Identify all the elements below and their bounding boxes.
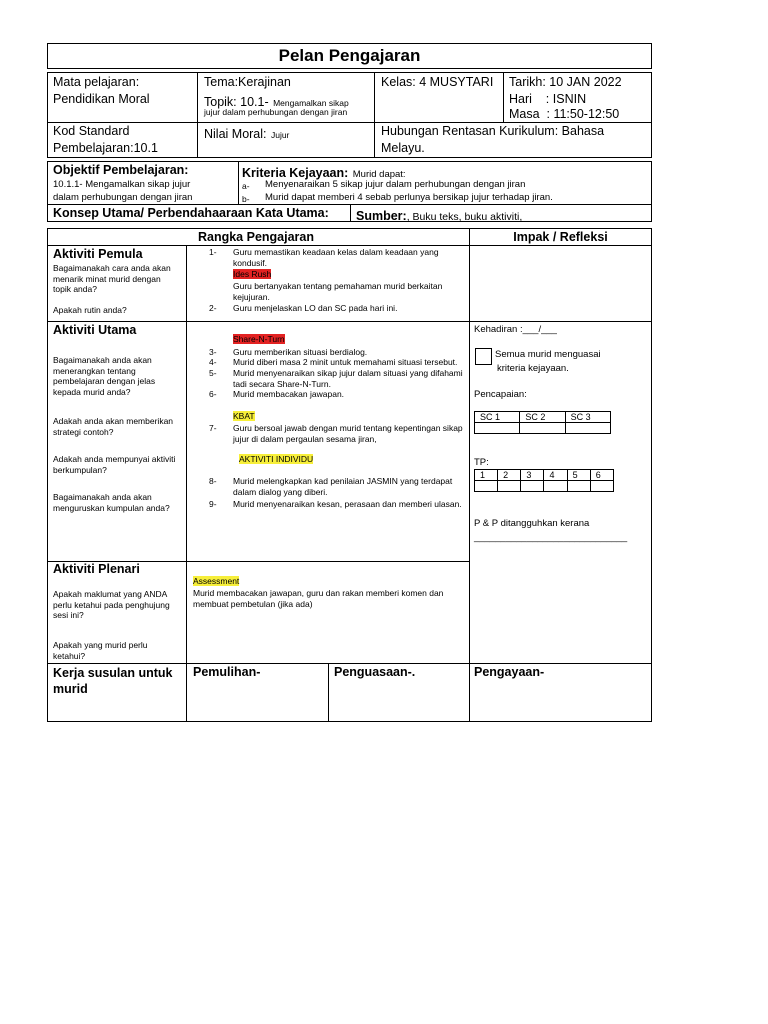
list-item xyxy=(209,357,465,368)
sumber xyxy=(356,206,522,225)
utama-question-2: Adakah anda akan memberikan strategi contoh? xyxy=(53,416,174,437)
kehadiran: Kehadiran :___/___ xyxy=(474,324,557,335)
hari: Hari : ISNIN xyxy=(509,92,587,106)
sc-input-cell[interactable] xyxy=(475,423,520,434)
ides-rush-tag: Ides Rush xyxy=(233,269,272,280)
step-number: 8- xyxy=(209,476,217,487)
step-number: 2- xyxy=(209,303,217,314)
table-row xyxy=(475,423,611,434)
rangka-divider xyxy=(186,245,187,722)
tp-cell: 2 xyxy=(498,470,521,481)
objektif-divider xyxy=(238,161,239,204)
pengayaan: Pengayaan- xyxy=(474,665,545,679)
step-text: Guru memberikan situasi berdialog. xyxy=(233,346,368,357)
table-row xyxy=(475,412,611,423)
tp-cell: 6 xyxy=(590,470,613,481)
tp-input-cell[interactable] xyxy=(544,481,567,492)
objektif-label: Objektif Pembelajaran: xyxy=(53,163,189,177)
tp-cell: 3 xyxy=(521,470,544,481)
step-text: Murid membacakan jawapan. xyxy=(233,389,345,400)
masa: Masa : 11:50-12:50 xyxy=(509,107,620,121)
step-text: Guru bertanyakan tentang pemahaman murid berkaitan kejujuran. xyxy=(233,280,443,302)
topik-label: Topik: 10.1- xyxy=(204,95,269,109)
table-row xyxy=(475,481,614,492)
step-text: Guru memastikan keadaan kelas dalam keadaan yang kondusif. xyxy=(233,247,439,268)
semua-murid-line1: Semua murid menguasai xyxy=(495,349,601,360)
sumber-label: Sumber: xyxy=(356,209,407,223)
sc-cell: SC 3 xyxy=(565,412,610,423)
list-item xyxy=(209,247,465,268)
semua-murid-line2: kriteria kejayaan. xyxy=(497,363,569,374)
tp-label: TP: xyxy=(474,457,489,468)
sc-input-cell[interactable] xyxy=(565,423,610,434)
step-number: 9- xyxy=(209,498,217,509)
step-number: 4- xyxy=(209,357,217,368)
nilai-moral xyxy=(204,124,289,143)
tema: Tema:Kerajinan xyxy=(204,75,291,89)
mata-pelajaran-label: Mata pelajaran: xyxy=(53,75,140,89)
objektif-line2: dalam perhubungan dengan jiran xyxy=(53,192,193,203)
header-divider xyxy=(503,72,504,122)
plenari-title: Aktiviti Plenari xyxy=(53,562,140,576)
page-title: Pelan Pengajaran xyxy=(278,46,421,65)
step-text: Murid menyenaraikan kesan, perasaan dan memberi ulasan. xyxy=(233,498,462,509)
sc-table xyxy=(474,411,611,434)
assessment-tag-wrap xyxy=(193,576,239,586)
mata-pelajaran-value: Pendidikan Moral xyxy=(53,92,150,106)
tp-cell: 1 xyxy=(475,470,498,481)
tp-cell: 5 xyxy=(567,470,590,481)
list-item xyxy=(209,303,465,314)
tp-table xyxy=(474,469,614,492)
pp-ditangguhkan: P & P ditangguhkan kerana xyxy=(474,518,590,529)
utama-question-1: Bagaimanakah anda akan menerangkan tentang pembelajaran dengan jelas kepada murid anda? xyxy=(53,355,156,397)
kriteria-label: Kriteria Kejayaan: xyxy=(242,166,349,180)
sumber-value: , Buku teks, buku aktiviti, xyxy=(406,211,523,223)
list-item xyxy=(209,347,465,358)
topik-value: Mengamalkan sikap xyxy=(273,98,349,108)
kod-standard-label: Kod Standard xyxy=(53,124,130,138)
pemula-title: Aktiviti Pemula xyxy=(53,247,143,261)
kriteria-a: Menyenaraikan 5 sikap jujur dalam perhubungan dengan jiran xyxy=(265,179,526,190)
header-divider xyxy=(374,72,375,158)
nilai-moral-value: Jujur xyxy=(270,130,290,140)
pp-line[interactable]: _____________________________ xyxy=(474,532,628,543)
rangka-header: Rangka Pengajaran xyxy=(197,230,314,244)
pemulihan: Pemulihan- xyxy=(193,665,261,679)
kod-standard-value: Pembelajaran:10.1 xyxy=(53,141,158,155)
utama-question-4: Bagaimanakah anda akan menguruskan kumpulan anda? xyxy=(53,492,170,513)
step-number: 1- xyxy=(209,247,217,257)
kriteria-b: Murid dapat memberi 4 sebab perlunya bersikap jujur terhadap jiran. xyxy=(265,192,553,203)
list-item xyxy=(209,389,465,400)
tp-cell: 4 xyxy=(544,470,567,481)
step-text: Murid diberi masa 2 minit untuk memahami situasi tersebut. xyxy=(233,357,458,368)
header-divider xyxy=(197,72,198,158)
tp-input-cell[interactable] xyxy=(475,481,498,492)
utama-question-3: Adakah anda mempunyai aktiviti berkumpulan? xyxy=(53,454,176,475)
share-n-turn-tag: Share-N-Turn xyxy=(233,334,285,344)
kbat-tag: KBAT xyxy=(233,410,255,421)
hubungan-rentasan-line2: Melayu. xyxy=(381,141,425,155)
rangka-divider xyxy=(469,228,470,722)
kriteria-intro: Murid dapat: xyxy=(352,169,406,180)
utama-steps xyxy=(209,334,465,509)
nilai-moral-label: Nilai Moral: xyxy=(204,127,267,141)
plenari-question-1: Apakah maklumat yang ANDA perlu ketahui pada penghujung sesi ini? xyxy=(53,589,170,621)
topik-value-line2: jujur dalam perhubungan dengan jiran xyxy=(204,107,348,117)
step-text: Murid menyenaraikan sikap jujur dalam situasi yang difahami tadi secara Share-N-Turn. xyxy=(233,367,463,389)
kelas: Kelas: 4 MUSYTARI xyxy=(381,75,494,89)
sumber-divider xyxy=(350,204,351,222)
sc-input-cell[interactable] xyxy=(520,423,565,434)
list-item xyxy=(209,499,465,510)
semua-murid-checkbox[interactable] xyxy=(475,348,492,365)
list-item xyxy=(209,454,465,465)
rangka-divider xyxy=(47,245,652,246)
list-item xyxy=(209,334,465,345)
sc-cell: SC 2 xyxy=(520,412,565,423)
tarikh: Tarikh: 10 JAN 2022 xyxy=(509,75,622,89)
utama-title: Aktiviti Utama xyxy=(53,323,137,337)
header-divider xyxy=(47,122,652,123)
plenari-question-2: Apakah yang murid perlu ketahui? xyxy=(53,640,148,661)
tp-input-cell[interactable] xyxy=(590,481,613,492)
konsep-utama: Konsep Utama/ Perbendahaaraan Kata Utama: xyxy=(53,206,329,220)
step-number: 5- xyxy=(209,367,217,378)
pemula-steps xyxy=(209,247,465,314)
rangka-divider xyxy=(328,663,329,722)
penguasaan: Penguasaan-. xyxy=(334,665,416,679)
aktiviti-individu-tag: AKTIVITI INDIVIDU xyxy=(239,453,314,464)
step-number: 3- xyxy=(209,346,217,357)
rangka-divider xyxy=(47,663,652,664)
step-text: Guru menjelaskan LO dan SC pada hari ini. xyxy=(233,303,398,314)
pemula-question-2: Apakah rutin anda? xyxy=(53,305,127,315)
impak-header: Impak / Refleksi xyxy=(513,230,608,244)
table-row xyxy=(475,470,614,481)
rangka-divider xyxy=(47,321,652,322)
list-item xyxy=(209,476,465,497)
tp-input-cell[interactable] xyxy=(498,481,521,492)
pemula-question-1: Bagaimanakah cara anda akan menarik minat murid dengan topik anda? xyxy=(53,263,171,295)
list-item xyxy=(209,411,465,422)
plenari-text: Murid membacakan jawapan, guru dan rakan memberi komen dan membuat pembetulan (jika ada) xyxy=(193,588,444,609)
kriteria-a-mark: a- xyxy=(242,181,250,191)
step-number: 6- xyxy=(209,389,217,400)
list-item xyxy=(209,269,465,280)
list-item xyxy=(209,368,465,389)
tp-input-cell[interactable] xyxy=(567,481,590,492)
objektif-line1: 10.1.1- Mengamalkan sikap jujur xyxy=(53,179,191,190)
kriteria-b-mark: b- xyxy=(242,194,250,204)
step-text: Murid melengkapkan kad penilaian JASMIN yang terdapat dalam dialog yang diberi. xyxy=(233,476,453,497)
step-number: 7- xyxy=(209,423,217,434)
assessment-tag: Assessment xyxy=(193,576,240,586)
step-text: Guru bersoal jawab dengan murid tentang kepentingan sikap jujur di dalam pergaulan sesama jiran, xyxy=(233,423,463,444)
kerja-susulan-title: Kerja susulan untuk murid xyxy=(53,666,173,697)
hubungan-rentasan-line1: Hubungan Rentasan Kurikulum: Bahasa xyxy=(381,124,605,138)
pencapaian-label: Pencapaian: xyxy=(474,389,527,400)
sc-cell: SC 1 xyxy=(475,412,520,423)
list-item xyxy=(209,281,465,302)
list-item xyxy=(209,423,465,444)
tp-input-cell[interactable] xyxy=(521,481,544,492)
